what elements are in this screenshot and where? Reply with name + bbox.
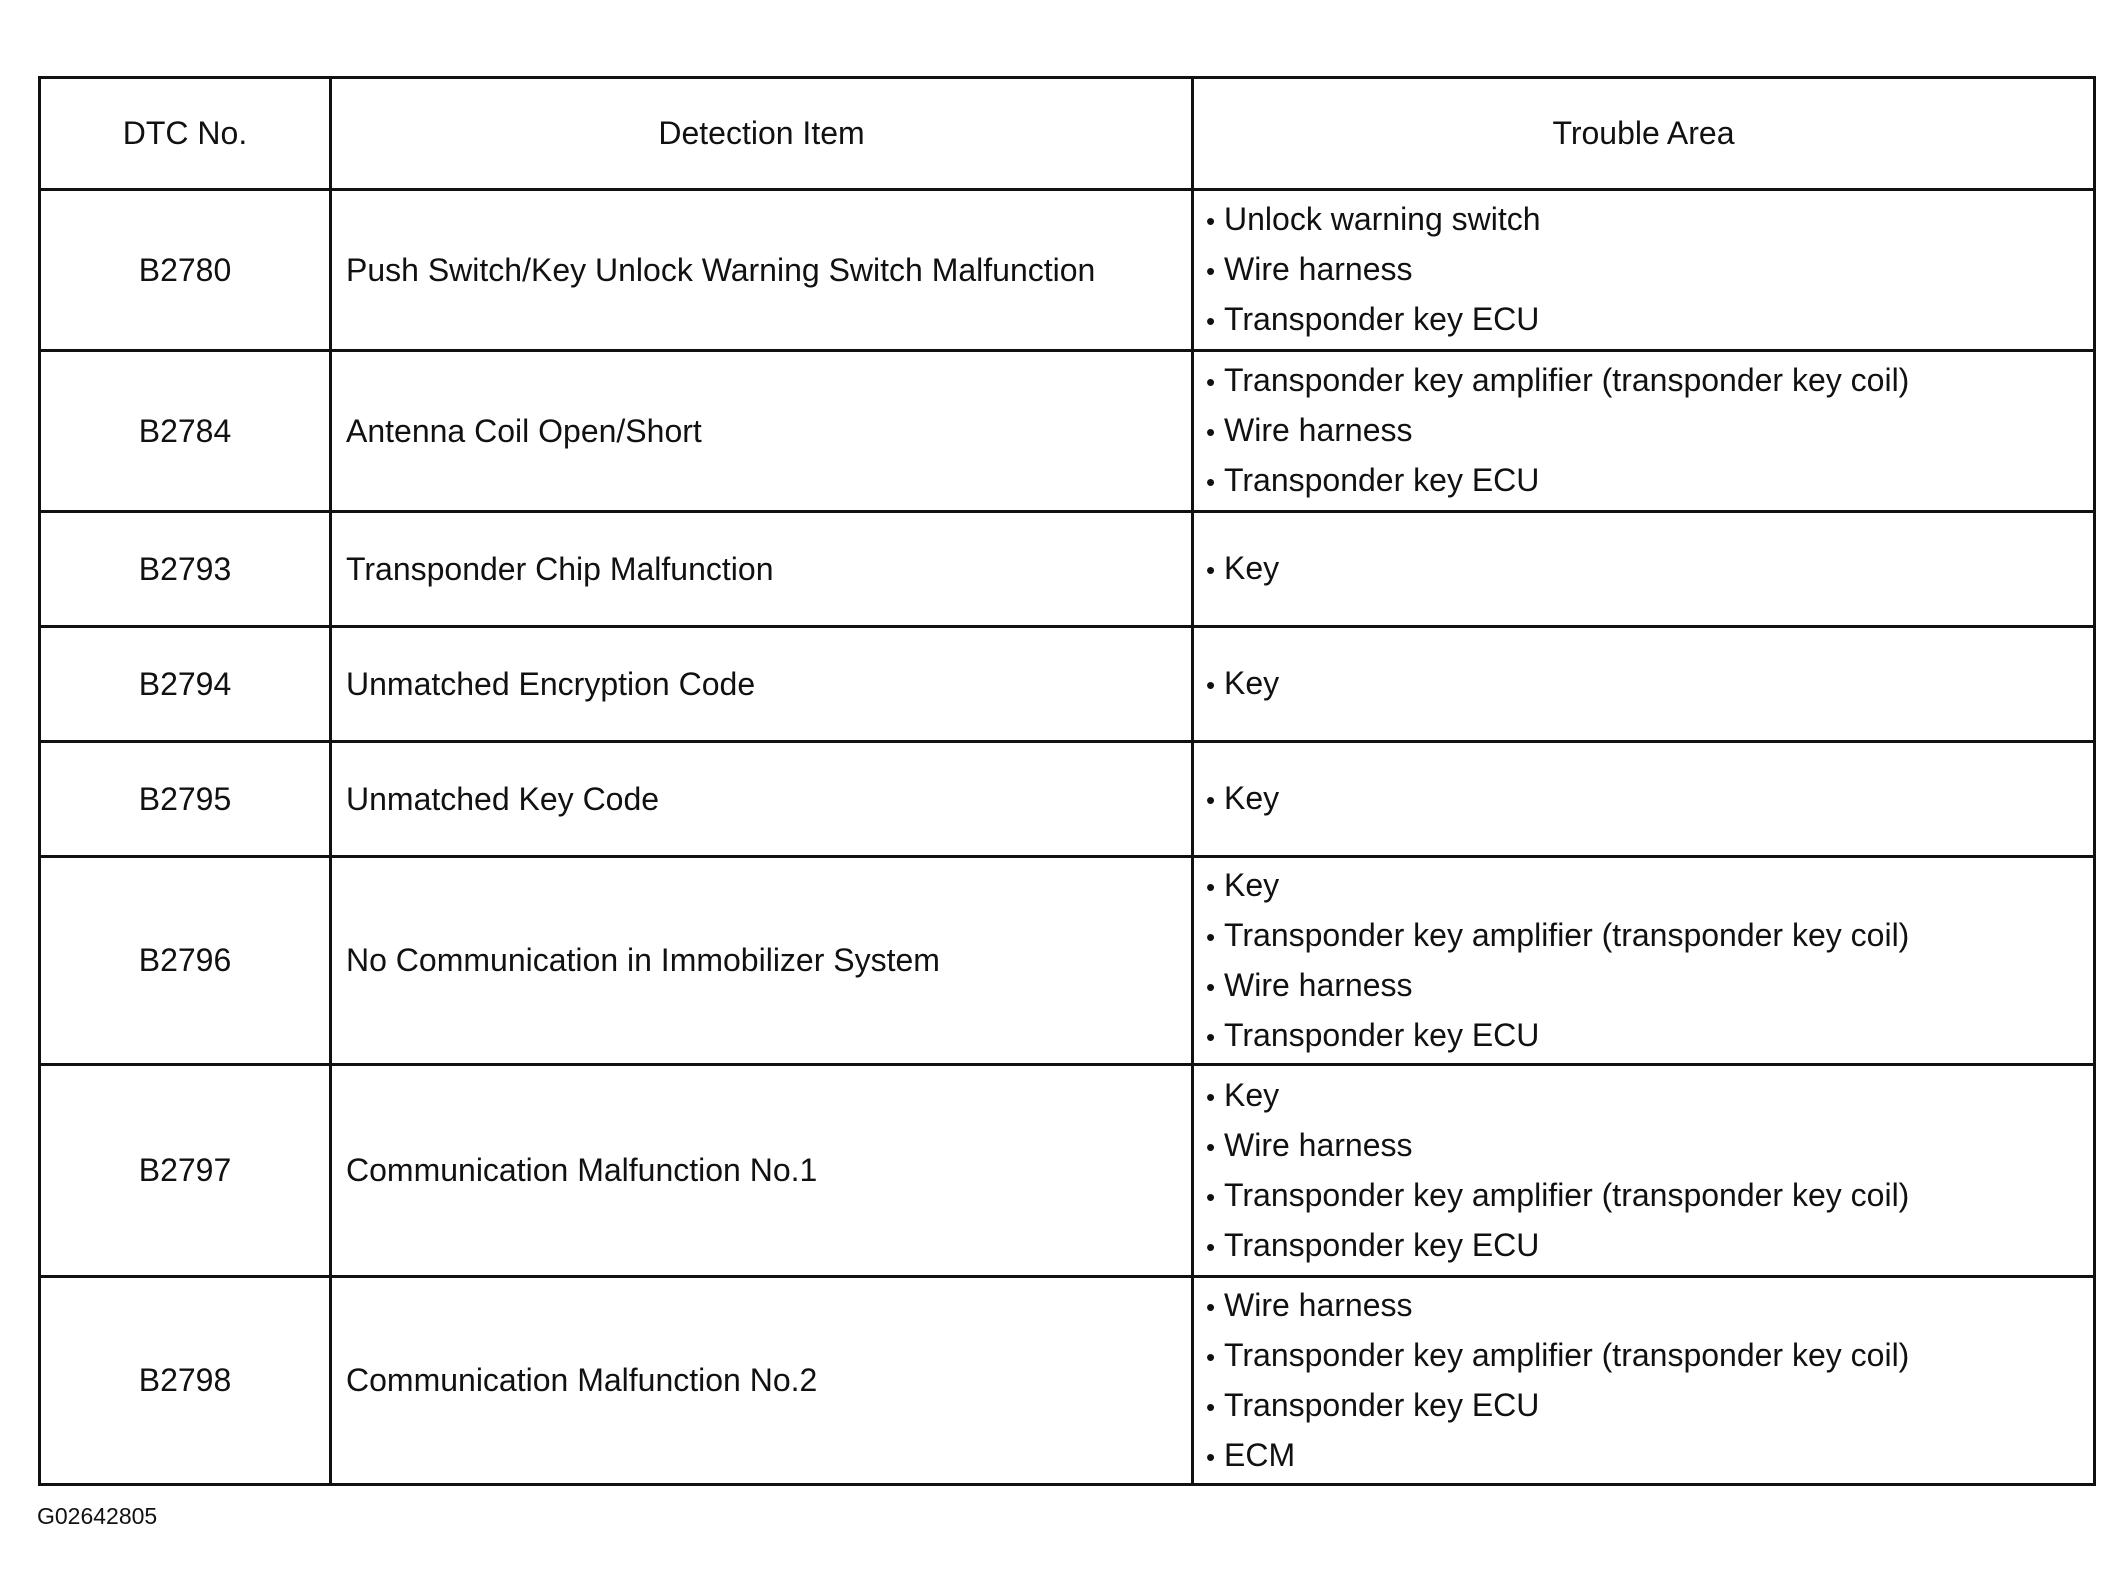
list-item <box>1206 406 2093 456</box>
figure-id: G02642805 <box>37 1503 158 1529</box>
list-item <box>1206 1281 2093 1331</box>
trouble-area-text: Wire harness <box>1224 412 1413 448</box>
trouble-area <box>1193 1277 2095 1485</box>
dtc-table <box>38 76 2096 1486</box>
header-dtc-no: DTC No. <box>40 78 331 190</box>
trouble-area-text: Wire harness <box>1224 251 1413 287</box>
dtc-code: B2794 <box>40 627 331 742</box>
bullet-icon: • <box>1206 871 1216 902</box>
trouble-area-text: Unlock warning switch <box>1224 201 1541 237</box>
trouble-area-list <box>1206 659 2093 709</box>
bullet-icon: • <box>1206 670 1216 700</box>
trouble-area-list <box>1206 774 2093 824</box>
trouble-area-text: Transponder key amplifier (transponder key coil) <box>1224 916 1910 953</box>
trouble-area-text: Key <box>1224 1076 1280 1113</box>
list-item <box>1206 1221 2093 1271</box>
trouble-area <box>1193 857 2095 1065</box>
header-detection-item: Detection Item <box>331 78 1193 190</box>
bullet-icon: • <box>1206 921 1216 952</box>
table-row <box>40 351 2095 512</box>
detection-item: No Communication in Immobilizer System <box>331 857 1193 1065</box>
trouble-area-text: Key <box>1224 780 1280 816</box>
trouble-area-text: Transponder key ECU <box>1224 462 1540 498</box>
list-item <box>1206 1071 2093 1121</box>
trouble-area-text: Key <box>1224 665 1280 701</box>
dtc-code: B2780 <box>40 190 331 351</box>
trouble-area <box>1193 1065 2095 1277</box>
trouble-area-text: ECM <box>1224 1436 1296 1473</box>
list-item <box>1206 1171 2093 1221</box>
trouble-area-list <box>1206 1071 2093 1271</box>
bullet-icon: • <box>1206 367 1216 397</box>
trouble-area-text: Transponder key ECU <box>1224 1226 1540 1263</box>
list-item <box>1206 1381 2093 1431</box>
dtc-code: B2797 <box>40 1065 331 1277</box>
bullet-icon: • <box>1206 256 1216 286</box>
trouble-area <box>1193 351 2095 512</box>
trouble-area <box>1193 512 2095 627</box>
dtc-code: B2784 <box>40 351 331 512</box>
detection-item: Unmatched Encryption Code <box>331 627 1193 742</box>
list-item <box>1206 659 2093 709</box>
trouble-area-text: Transponder key ECU <box>1224 301 1540 337</box>
dtc-code: B2796 <box>40 857 331 1065</box>
trouble-area-text: Wire harness <box>1224 1286 1413 1323</box>
detection-item: Unmatched Key Code <box>331 742 1193 857</box>
trouble-area-text: Wire harness <box>1224 966 1413 1003</box>
trouble-area-list <box>1206 1281 2093 1481</box>
dtc-code: B2793 <box>40 512 331 627</box>
trouble-area <box>1193 742 2095 857</box>
table-row <box>40 512 2095 627</box>
bullet-icon: • <box>1206 971 1216 1002</box>
trouble-area-text: Transponder key ECU <box>1224 1016 1540 1053</box>
trouble-area-list <box>1206 356 2093 506</box>
trouble-area-text: Key <box>1224 550 1280 586</box>
trouble-area-text: Transponder key amplifier (transponder key coil) <box>1224 1336 1910 1373</box>
detection-item: Communication Malfunction No.2 <box>331 1277 1193 1485</box>
dtc-code: B2795 <box>40 742 331 857</box>
list-item <box>1206 1011 2093 1061</box>
list-item <box>1206 245 2093 295</box>
table-row <box>40 742 2095 857</box>
trouble-area-text: Transponder key amplifier (transponder key coil) <box>1224 362 1910 398</box>
trouble-area-list <box>1206 195 2093 345</box>
detection-item: Antenna Coil Open/Short <box>331 351 1193 512</box>
list-item <box>1206 961 2093 1011</box>
bullet-icon: • <box>1206 1391 1216 1422</box>
list-item <box>1206 911 2093 961</box>
table-row <box>40 1065 2095 1277</box>
table-row <box>40 1277 2095 1485</box>
trouble-area <box>1193 627 2095 742</box>
table-row <box>40 627 2095 742</box>
list-item <box>1206 544 2093 594</box>
table-body <box>40 190 2095 1485</box>
bullet-icon: • <box>1206 1341 1216 1372</box>
detection-item: Push Switch/Key Unlock Warning Switch Malfunction <box>331 190 1193 351</box>
bullet-icon: • <box>1206 467 1216 497</box>
bullet-icon: • <box>1206 785 1216 815</box>
dtc-code: B2798 <box>40 1277 331 1485</box>
trouble-area-text: Transponder key amplifier (transponder key coil) <box>1224 1176 1910 1213</box>
list-item <box>1206 456 2093 506</box>
trouble-area-text: Key <box>1224 866 1280 903</box>
header-trouble-area: Trouble Area <box>1193 78 2095 190</box>
trouble-area-list <box>1206 544 2093 594</box>
bullet-icon: • <box>1206 206 1216 236</box>
list-item <box>1206 1121 2093 1171</box>
bullet-icon: • <box>1206 1231 1216 1262</box>
list-item <box>1206 1331 2093 1381</box>
detection-item: Transponder Chip Malfunction <box>331 512 1193 627</box>
bullet-icon: • <box>1206 1441 1216 1472</box>
bullet-icon: • <box>1206 1081 1216 1112</box>
bullet-icon: • <box>1206 417 1216 447</box>
list-item <box>1206 1431 2093 1481</box>
list-item <box>1206 861 2093 911</box>
table-row <box>40 857 2095 1065</box>
bullet-icon: • <box>1206 306 1216 336</box>
bullet-icon: • <box>1206 1131 1216 1162</box>
bullet-icon: • <box>1206 1181 1216 1212</box>
bullet-icon: • <box>1206 1291 1216 1322</box>
trouble-area-list <box>1206 861 2093 1061</box>
list-item <box>1206 774 2093 824</box>
table-header-row <box>40 78 2095 190</box>
trouble-area-text: Wire harness <box>1224 1126 1413 1163</box>
list-item <box>1206 295 2093 345</box>
bullet-icon: • <box>1206 555 1216 585</box>
list-item <box>1206 195 2093 245</box>
list-item <box>1206 356 2093 406</box>
table-row <box>40 190 2095 351</box>
trouble-area-text: Transponder key ECU <box>1224 1386 1540 1423</box>
detection-item: Communication Malfunction No.1 <box>331 1065 1193 1277</box>
bullet-icon: • <box>1206 1021 1216 1052</box>
trouble-area <box>1193 190 2095 351</box>
